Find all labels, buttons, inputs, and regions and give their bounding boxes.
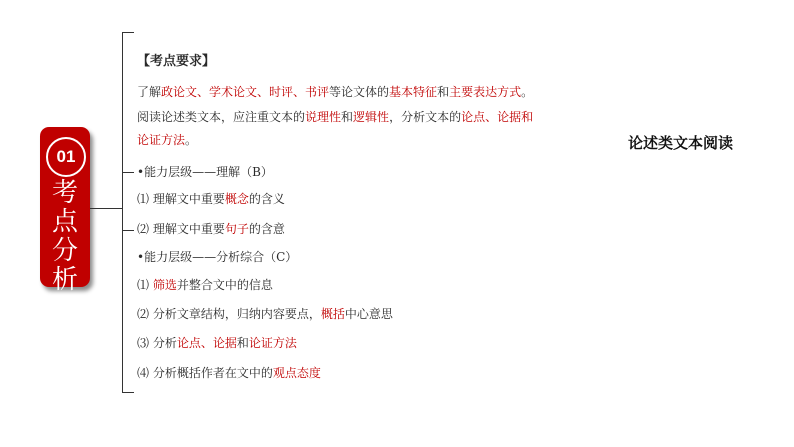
level-b-label: •能力层级——理解（B） — [137, 165, 273, 179]
requirement-line-2: 阅读论述类文本，应注重文本的说理性和逻辑性，分析文本的论点、论据和 — [137, 110, 534, 124]
level-c-label: •能力层级——分析综合（C） — [137, 250, 298, 264]
level-c-item-1: ⑴ 筛选并整合文中的信息 — [137, 278, 273, 292]
requirements-heading: 【考点要求】 — [137, 54, 216, 69]
connector-line — [90, 208, 122, 209]
bracket-tick — [122, 230, 134, 231]
bracket-tick — [122, 172, 134, 173]
requirement-line-3: 论证方法。 — [137, 133, 198, 147]
topic-title: 论述类文本阅读 — [628, 134, 734, 152]
level-b-item-1: ⑴ 理解文中重要概念的含义 — [137, 192, 285, 206]
level-c-item-2: ⑵ 分析文章结构，归纳内容要点，概括中心意思 — [137, 307, 393, 321]
bracket-line — [122, 32, 123, 392]
bracket-top-tick — [122, 32, 134, 33]
level-c-item-4: ⑷ 分析概括作者在文中的观点态度 — [137, 366, 321, 380]
level-c-item-3: ⑶ 分析论点、论据和论证方法 — [137, 336, 297, 350]
section-badge — [40, 127, 90, 295]
bracket-bottom-tick — [122, 392, 134, 393]
level-b-item-2: ⑵ 理解文中重要句子的含意 — [137, 222, 285, 236]
section-number: 01 — [46, 137, 86, 177]
section-title: 考 点 分 析 — [51, 178, 78, 295]
requirement-line-1: 了解政论文、学术论文、时评、书评等论文体的基本特征和主要表达方式。 — [137, 85, 534, 99]
